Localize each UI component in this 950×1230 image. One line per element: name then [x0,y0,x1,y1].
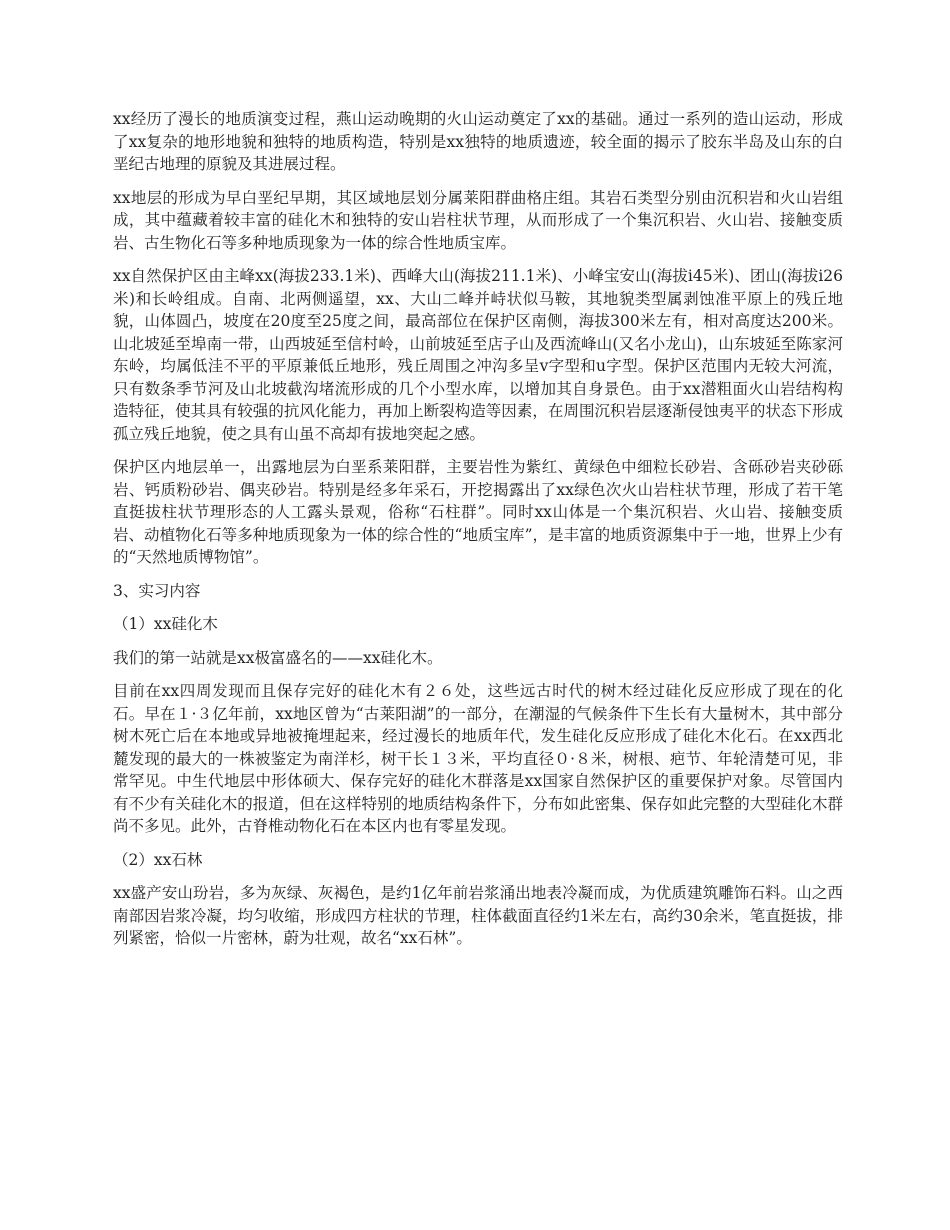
silicified-wood-detail-paragraph: 目前在xx四周发现而且保存完好的硅化木有２６处，这些远古时代的树木经过硅化反应形成了现在的化石。早在１·３亿年前，xx地区曾为“古莱阳湖”的一部分，在潮湿的气候条件下生长有大量树木，其中部分树木死亡后在本地或异地被掩埋起来，经过漫长的地质年代，发生硅化反应形成了硅化木化石。在xx西北麓发现的最大的一株被鉴定为南洋杉，树干长１３米，平均直径０·８米，树根、疤节、年轮清楚可见，非常罕见。中生代地层中形体硕大、保存完好的硅化木群落是xx国家自然保护区的重要保护对象。尽管国内有不少有关硅化木的报道，但在这样特别的地质结构条件下，分布如此密集、保存如此完整的大型硅化木群尚不多见。此外，古脊椎动物化石在本区内也有零星发现。 [113,682,843,835]
silicified-wood-intro-paragraph: 我们的第一站就是xx极富盛名的——xx硅化木。 [113,648,443,667]
document-page [113,108,843,961]
stratum-lithology-paragraph: 保护区内地层单一，出露地层为白垩系莱阳群，主要岩性为紫红、黄绿色中细粒长砂岩、含砾砂岩夹砂砾岩、钙质粉砂岩、偶夹砂岩。特别是经多年采石，开挖揭露出了xx绿色次火山岩柱状节理，形成了若干笔直挺拔柱状节理形态的人工露头景观，俗称“石柱群”。同时xx山体是一个集沉积岩、火山岩、接触变质岩、动植物化石等多种地质现象为一体的综合性的“地质宝库”，是丰富的地质资源集中于一地，世界上少有的“天然地质博物馆”。 [113,458,843,566]
stratum-paragraph: xx地层的形成为早白垩纪早期，其区域地层划分属莱阳群曲格庄组。其岩石类型分别由沉积岩和火山岩组成，其中蕴藏着较丰富的硅化木和独特的安山岩柱状节理，从而形成了一个集沉积岩、火山岩、接触变质岩、古生物化石等多种地质现象为一体的综合性地质宝库。 [113,188,843,252]
section-heading-practice-content: 3、实习内容 [113,581,201,600]
stone-forest-paragraph: xx盛产安山玢岩，多为灰绿、灰褐色，是约1亿年前岩浆涌出地表冷凝而成，为优质建筑雕饰石料。山之西南部因岩浆冷凝，均匀收缩，形成四方柱状的节理，柱体截面直径约1米左右，高约30余米，笔直挺拔，排列紧密，恰似一片密林，蔚为壮观，故名“xx石林”。 [113,884,843,947]
intro-paragraph: xx经历了漫长的地质演变过程，燕山运动晚期的火山运动奠定了xx的基础。通过一系列的造山运动，形成了xx复杂的地形地貌和独特的地质构造，特别是xx独特的地质遗迹，较全面的揭示了胶东半岛及山东的白垩纪古地理的原貌及其进展过程。 [113,110,843,173]
subheading-silicified-wood: （1）xx硅化木 [113,615,218,633]
reserve-terrain-paragraph: xx自然保护区由主峰xx(海拔233.1米)、西峰大山(海拔211.1米)、小峰宝安山(海拔i45米)、团山(海拔i26米)和长岭组成。自南、北两侧遥望，xx、大山二峰并峙状似马鞍，其地貌类型属剥蚀准平原上的残丘地貌，山体圆凸，坡度在20度至25度之间，最高部位在保护区南侧，海拔300米左有，相对高度达200米。山北坡延至埠南一带，山西坡延至信村岭，山前坡延至店子山及西流峰山(又名小龙山)，山东坡延至陈家河东岭，均属低洼不平的平原兼低丘地形，残丘周围之冲沟多呈v字型和u字型。保护区范围内无较大河流，只有数条季节河及山北坡截沟堵流形成的几个小型水库，以增加其自身景色。由于xx潜粗面火山岩结构构造特征，使其具有较强的抗风化能力，再加上断裂构造等因素，在周围沉积岩层逐渐侵蚀夷平的状态下形成孤立残丘地貌，使之具有山虽不高却有拔地突起之感。 [113,267,843,443]
subheading-stone-forest: （2）xx石林 [113,850,203,869]
